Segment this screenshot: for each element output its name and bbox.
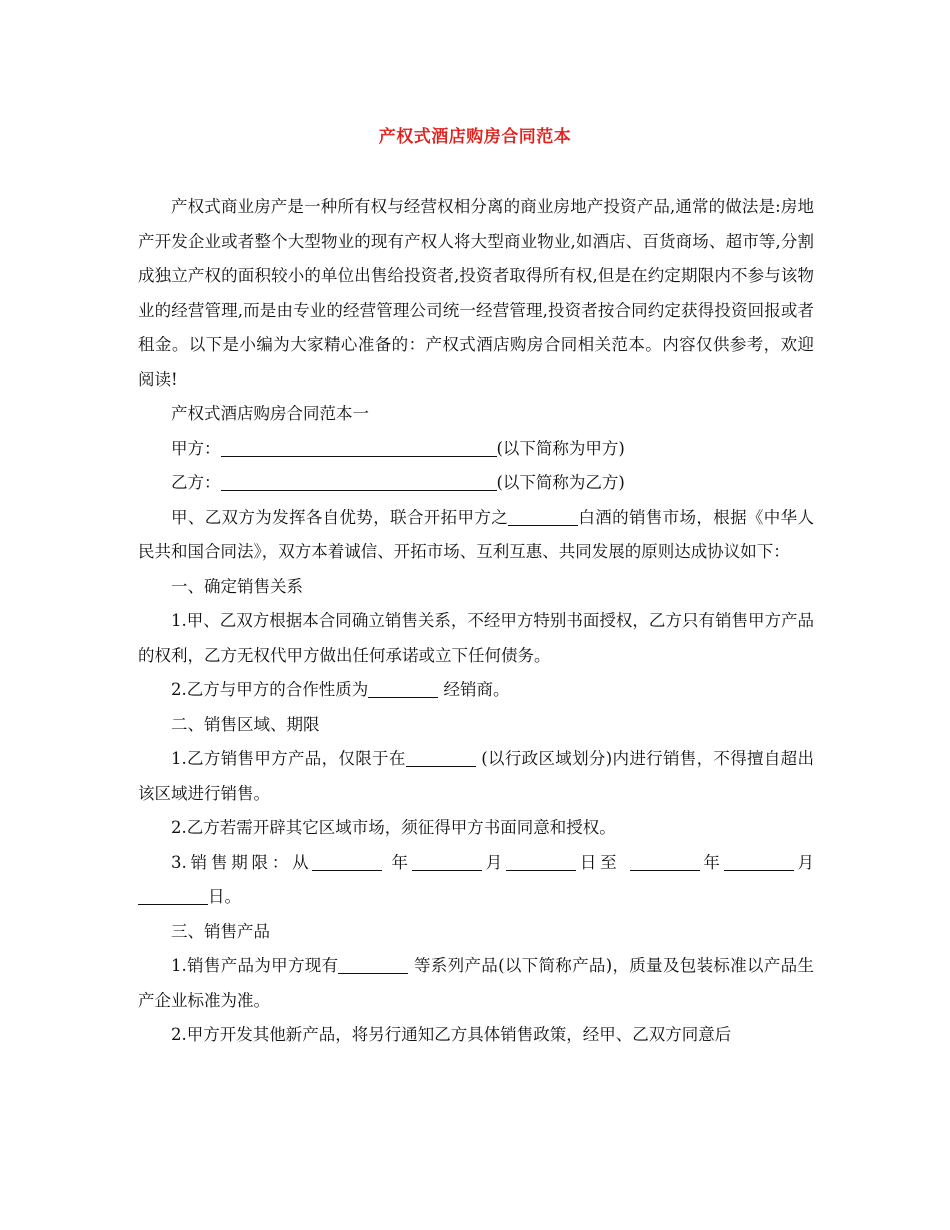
section-2-clause-2: 2.乙方若需开辟其它区域市场，须征得甲方书面同意和授权。 <box>171 818 616 837</box>
document-title: 产权式酒店购房合同范本 <box>378 127 572 147</box>
clause-text: 日。 <box>208 887 241 906</box>
intro-paragraph: 产权式商业房产是一种所有权与经营权相分离的商业房地产投资产品,通常的做法是:房地产开发企业或者整个大型物业的现有产权人将大型商业物业,如酒店、百货商场、超市等,分割成独立产权的面积较小的单位出售给投资者,投资者取得所有权,但是在约定期限内不参与该物业的经营管理,而是由专业的经营管理公司统一经营管理,投资者按合同约定获得投资回报或者租金。以下是小编为大家精心准备的：产权式酒店购房合同相关范本。内容仅供参考，欢迎阅读! <box>138 197 814 389</box>
party-b-line <box>138 466 814 501</box>
start-day-blank <box>506 852 576 871</box>
section-3-heading: 三、销售产品 <box>171 921 270 941</box>
start-month-blank <box>412 852 482 871</box>
party-b-label: 乙方： <box>171 473 221 492</box>
section-3-clause-1 <box>138 949 814 1018</box>
clause-text: 2.乙方与甲方的合作性质为 <box>171 680 369 699</box>
region-blank <box>406 748 476 767</box>
party-a-line <box>138 432 814 467</box>
party-a-suffix: (以下简称为甲方) <box>496 438 625 458</box>
clause-text: 等系列产品(以下简称产品)，质量及包装标准以产品生产企业标准为准。 <box>138 956 814 1010</box>
section-1-heading: 一、确定销售关系 <box>171 576 303 596</box>
preamble-part-1: 甲、乙双方为发挥各自优势，联合开拓甲方之 <box>171 507 509 527</box>
clause-text: 3.销售期限：从 <box>171 852 313 872</box>
end-day-blank <box>138 886 208 905</box>
sample-heading: 产权式酒店购房合同范本一 <box>171 404 369 423</box>
clause-text: 月 <box>481 852 507 872</box>
party-b-blank <box>221 472 497 491</box>
section-2-clause-3 <box>138 846 814 915</box>
preamble-part-2: 白酒的销售市场，根据《中华人民共和国合同法》，双方本着诚信、开拓市场、互利互惠、共同发展的原则达成协议如下： <box>138 507 815 561</box>
document-body <box>138 190 814 1053</box>
party-a-label: 甲方： <box>171 438 221 458</box>
clause-text: 日至 <box>576 852 630 872</box>
section-1-clause-2 <box>138 673 814 708</box>
section-1-clause-1: 1.甲、乙双方根据本合同确立销售关系，不经甲方特别书面授权，乙方只有销售甲方产品的权利，乙方无权代甲方做出任何承诺或立下任何债务。 <box>138 611 814 665</box>
clause-text: 年 <box>382 852 412 872</box>
section-3-clause-2: 2.甲方开发其他新产品，将另行通知乙方具体销售政策，经甲、乙双方同意后 <box>171 1025 732 1044</box>
section-2-heading: 二、销售区域、期限 <box>171 714 320 734</box>
party-b-suffix: (以下简称为乙方) <box>496 473 625 492</box>
end-month-blank <box>724 852 794 871</box>
product-series-blank <box>338 955 408 974</box>
section-2-clause-1 <box>138 742 814 811</box>
clause-text: (以行政区域划分)内进行销售，不得擅自超出该区域进行销售。 <box>138 749 814 803</box>
clause-text: 1.乙方销售甲方产品，仅限于在 <box>171 749 406 768</box>
preamble-blank <box>508 507 578 526</box>
start-year-blank <box>312 852 382 871</box>
clause-text: 月 <box>793 852 815 872</box>
preamble-paragraph <box>138 501 814 570</box>
clause-text: 1.销售产品为甲方现有 <box>171 956 339 975</box>
end-year-blank <box>630 852 700 871</box>
party-a-blank <box>221 438 497 457</box>
clause-text: 经销商。 <box>438 680 510 699</box>
clause-text: 年 <box>699 852 724 872</box>
cooperation-nature-blank <box>368 679 438 698</box>
